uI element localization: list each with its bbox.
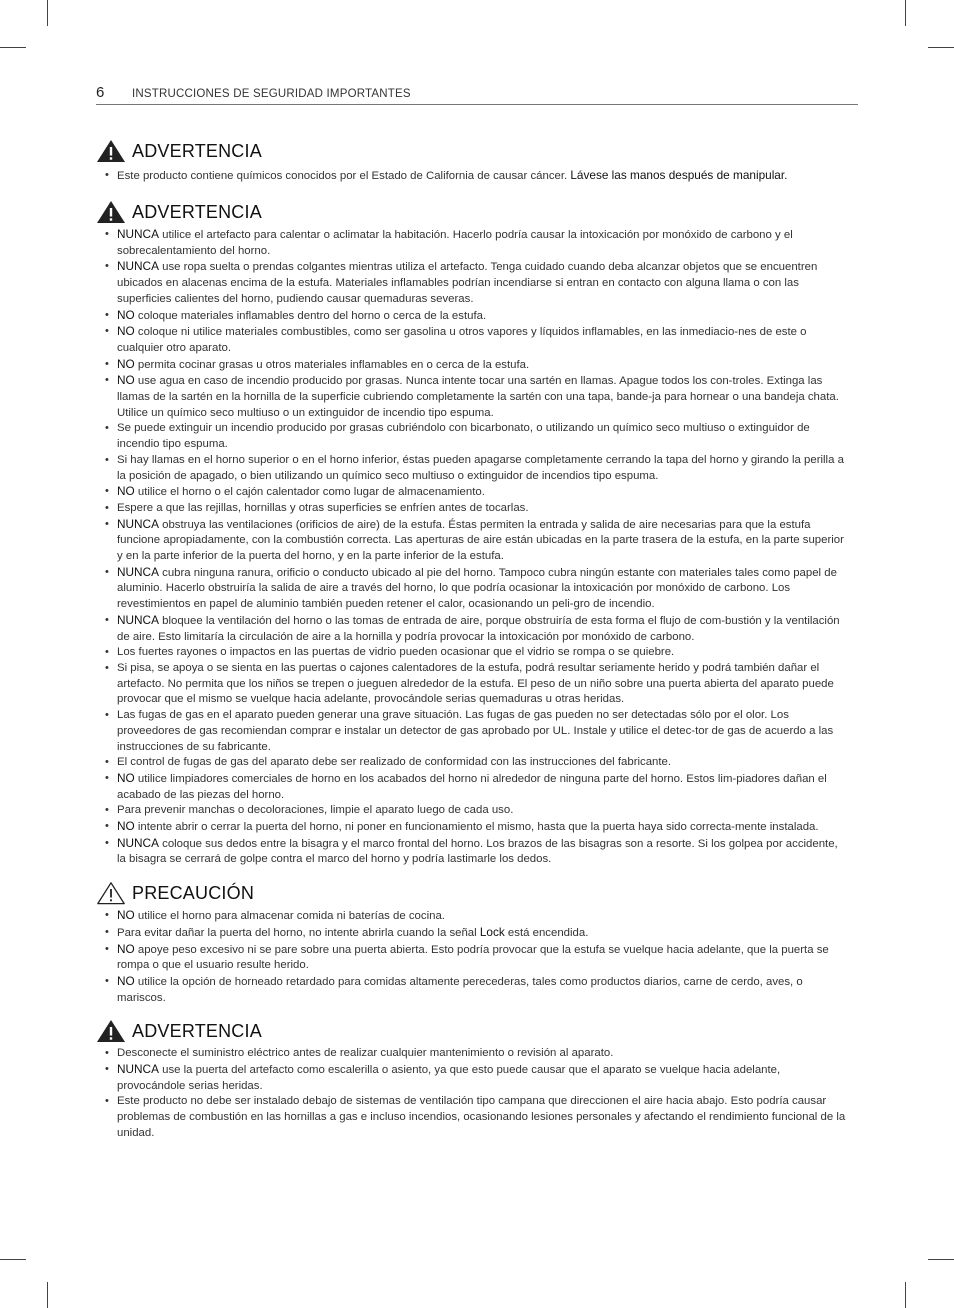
- item-text: utilice el horno para almacenar comida ni baterías de cocina.: [134, 910, 445, 923]
- list-item: [96, 925, 848, 942]
- list-item: [96, 1094, 848, 1141]
- keyword: NO: [117, 484, 135, 499]
- section-heading: [96, 880, 848, 906]
- list-item: [96, 501, 848, 517]
- section-title: PRECAUCIÓN: [132, 882, 255, 903]
- list-item: [96, 613, 848, 645]
- list-item: [96, 942, 848, 974]
- item-text: apoye peso excesivo ni se pare sobre una puerta abierta. Esto podría provocar que la estufa se vuelque hacia adelante, que la puerta se rompa o que el usuario resulte herido.: [117, 943, 829, 972]
- item-text: utilice el artefacto para calentar o aclimatar la habitación. Hacerlo podría causar la intoxicación por monóxido de carbono y el sobrecalentamiento del horno.: [117, 229, 793, 257]
- list-item: [96, 259, 848, 307]
- section-heading: [96, 138, 848, 164]
- list-item: [96, 803, 848, 819]
- keyword: NO: [117, 973, 135, 988]
- section-heading: [96, 199, 848, 225]
- item-text: intente abrir o cerrar la puerta del horno, ni poner en funcionamiento el mismo, hasta que la puerta haya sido correcta-mente instalada.: [134, 821, 819, 834]
- section-heading: [96, 1018, 848, 1044]
- item-text: permita cocinar grasas u otros materiales inflamables en o cerca de la estufa.: [134, 358, 530, 371]
- list-item: [96, 357, 848, 374]
- item-text: El control de fugas de gas del aparato debe ser realizado de conformidad con las instrucciones del fabricante.: [117, 756, 672, 769]
- keyword: Lock: [479, 924, 505, 939]
- crop-mark: [928, 1259, 954, 1260]
- item-text: Para prevenir manchas o decoloraciones, limpie el aparato luego de cada uso.: [117, 804, 514, 817]
- list-item: [96, 708, 848, 755]
- keyword: NO: [117, 307, 135, 322]
- keyword: NUNCA: [117, 564, 159, 579]
- item-text: coloque sus dedos entre la bisagra y el marco frontal del horno. Los brazos de las bisagras son a resorte. Si los golpea por accidente, la bisagra se cerrará de golpe contra el marco del horno y podría lastimarle los dedos.: [117, 837, 838, 866]
- crop-mark: [928, 47, 954, 48]
- list-item: [96, 227, 848, 259]
- list-item: [96, 1046, 848, 1062]
- item-text: use agua en caso de incendio producido por grasas. Nunca intente tocar una sartén en llamas. Apague todos los con-troles. Extinga las llamas de la sartén en la hornilla de la superficie cubriendo completamente la sartén con una tapa, bande-ja para hornear o una bandeja chata. Utilice un químico seco multiuso o un extinguidor de incendio tipo espuma.: [117, 375, 839, 419]
- list-item: [96, 324, 848, 356]
- warning-section: [96, 1018, 848, 1141]
- keyword: NUNCA: [117, 259, 159, 274]
- bullet-list: [96, 227, 848, 868]
- list-item: [96, 517, 848, 565]
- keyword: NUNCA: [117, 1062, 159, 1077]
- item-text: Espere a que las rejillas, hornillas y otras superficies se enfríen antes de tocarlas.: [117, 501, 529, 514]
- list-item: [96, 908, 848, 925]
- bullet-list: [96, 908, 848, 1006]
- item-text: utilice la opción de horneado retardado para comidas altamente perecederas, tales como productos diarios, carne de cerdo, aves, o mariscos.: [117, 975, 803, 1004]
- warning-section: [96, 199, 848, 868]
- keyword: NO: [117, 770, 135, 785]
- item-text: coloque materiales inflamables dentro del horno o cerca de la estufa.: [134, 309, 487, 322]
- section-title: ADVERTENCIA: [132, 201, 262, 222]
- warning-section: [96, 138, 848, 186]
- caution-icon: [96, 881, 126, 905]
- list-item: [96, 484, 848, 501]
- item-text: utilice el horno o el cajón calentador como lugar de almacenamiento.: [134, 486, 485, 499]
- bullet-list: [96, 1046, 848, 1141]
- list-item: [96, 373, 848, 421]
- crop-mark: [905, 1282, 906, 1308]
- item-text: Para evitar dañar la puerta del horno, no intente abrirla cuando la señal: [117, 926, 480, 939]
- list-item: [96, 308, 848, 325]
- list-item: [96, 421, 848, 452]
- section-title: ADVERTENCIA: [132, 1020, 262, 1041]
- crop-mark: [905, 0, 906, 26]
- crop-mark: [0, 47, 26, 48]
- section-title: ADVERTENCIA: [132, 140, 262, 161]
- keyword: NUNCA: [117, 612, 159, 627]
- keyword: NO: [117, 356, 135, 371]
- list-item: [96, 453, 848, 484]
- emphasis-text: Lávese las manos después de manipular.: [570, 168, 788, 182]
- page-content: [96, 138, 848, 1142]
- keyword: NUNCA: [117, 835, 159, 850]
- item-text: use la puerta del artefacto como escalerilla o asiento, ya que esto puede causar que el aparato se vuelque hacia adelante, provocándole serias heridas.: [117, 1064, 781, 1092]
- keyword: NUNCA: [117, 516, 159, 531]
- bullet-list: [96, 166, 848, 186]
- list-item: [96, 755, 848, 771]
- keyword: NO: [117, 373, 135, 388]
- item-text: Si hay llamas en el horno superior o en el horno inferior, éstas pueden apagarse completamente cerrando la tapa del horno y girando la perilla a la posición de apagado, o bien utilizando un químico seco multiuso o extinguidor de incendios tipo espuma.: [117, 453, 844, 482]
- list-item: [96, 819, 848, 836]
- crop-mark: [0, 1259, 26, 1260]
- item-text: Los fuertes rayones o impactos en las puertas de vidrio pueden ocasionar que el vidrio se rompa o se quiebre.: [117, 646, 675, 659]
- list-item: [96, 645, 848, 661]
- list-item: [96, 565, 848, 613]
- item-text: Este producto contiene químicos conocidos por el Estado de California de causar cáncer.: [117, 170, 571, 182]
- running-title: INSTRUCCIONES DE SEGURIDAD IMPORTANTES: [132, 88, 411, 100]
- list-item: [96, 836, 848, 868]
- crop-mark: [47, 0, 48, 26]
- list-item: [96, 661, 848, 708]
- list-item: [96, 166, 848, 186]
- page-number: 6: [96, 84, 105, 101]
- warning-icon: [96, 139, 126, 163]
- keyword: NO: [117, 941, 135, 956]
- list-item: [96, 974, 848, 1006]
- item-text: Las fugas de gas en el aparato pueden generar una grave situación. Las fugas de gas pueden no ser detectadas sólo por el olor. Los proveedores de gas recomiendan comprar e instalar un detector de gas aprobado por UL. Instale y utilice el detec-tor de gas de acuerdo a las instrucciones de su fabricante.: [117, 709, 834, 753]
- caution-section: [96, 880, 848, 1006]
- list-item: [96, 771, 848, 803]
- item-text: use ropa suelta o prendas colgantes mientras utiliza el artefacto. Tenga cuidado cuando deba alcanzar objetos que se encuentren ubicados en alacenas encima de la estufa. Materiales inflamables podrían incendiarse si entran en contacto con alguna llama o con las superficies calientes del horno, pudiendo causar quemaduras severas.: [117, 261, 818, 305]
- warning-icon: [96, 200, 126, 224]
- item-text: obstruya las ventilaciones (orificios de aire) de la estufa. Éstas permiten la entrada y salida de aire necesarias para que la estufa funcione apropiadamente, con la combustión correcta. Las aperturas de aire están ubicadas en la parte trasera de la estufa, en la parte superior y en la parte inferior de la puerta del horno, y en la parte inferior de la estufa.: [117, 518, 844, 563]
- item-text: bloquee la ventilación del horno o las tomas de entrada de aire, porque obstruiría de esta forma el flujo de com-bustión y la ventilación de aire. Esto limitaría la circulación de aire a la hornilla y podría provocar la intoxicación por monóxido de carbono.: [117, 614, 840, 643]
- item-text: está encendida.: [504, 926, 589, 939]
- item-text: cubra ninguna ranura, orificio o conducto ubicado al pie del horno. Tampoco cubra ningún estante con materiales tales como papel de aluminio. Hacerlo obstruiría la salida de aire a través del horno, lo que podría ocasionar la intoxicación por monóxido de carbono. Los revestimientos en papel de aluminio también pueden retener el calor, ocasionando un peli-gro de incendio.: [117, 566, 837, 611]
- warning-icon: [96, 1019, 126, 1043]
- keyword: NUNCA: [117, 227, 159, 241]
- item-text: Este producto no debe ser instalado debajo de sistemas de ventilación tipo campana que direccionen el aire hacia abajo. Esto podría causar problemas de combustión en las hornillas a gas e incluso incendios, ocasionando lesiones personales y afectando el rendimiento funcional de la unidad.: [117, 1095, 846, 1139]
- item-text: utilice limpiadores comerciales de horno en los acabados del horno ni alrededor de ninguna parte del horno. Estos lim-piadores dañan el acabado de las piezas del horno.: [117, 772, 827, 801]
- item-text: Desconecte el suministro eléctrico antes de realizar cualquier mantenimiento o revisión al aparato.: [117, 1047, 614, 1060]
- crop-mark: [47, 1282, 48, 1308]
- keyword: NO: [117, 324, 135, 339]
- item-text: Si pisa, se apoya o se sienta en las puertas o cajones calentadores de la estufa, podrá resultar seriamente herido y podrá también dañar el artefacto. No permita que los niños se trepen o jueguen alrededor de la estufa. El peso de un niño sobre una puerta abierta del aparato puede provocar que el mismo se vuelque hacia adelante, provocándole serias quemaduras u otras heridas.: [117, 661, 834, 706]
- keyword: NO: [117, 819, 135, 834]
- keyword: NO: [117, 908, 135, 923]
- item-text: coloque ni utilice materiales combustibles, como ser gasolina u otros vapores y líquidos inflamables, en las inmediacio-nes de este o cualquier otro aparato.: [117, 326, 807, 354]
- page-header: [96, 84, 858, 105]
- item-text: Se puede extinguir un incendio producido por grasas cubriéndolo con bicarbonato, o utilizando un químico seco multiuso o extinguidor de incendio tipo espuma.: [117, 422, 810, 451]
- list-item: [96, 1062, 848, 1094]
